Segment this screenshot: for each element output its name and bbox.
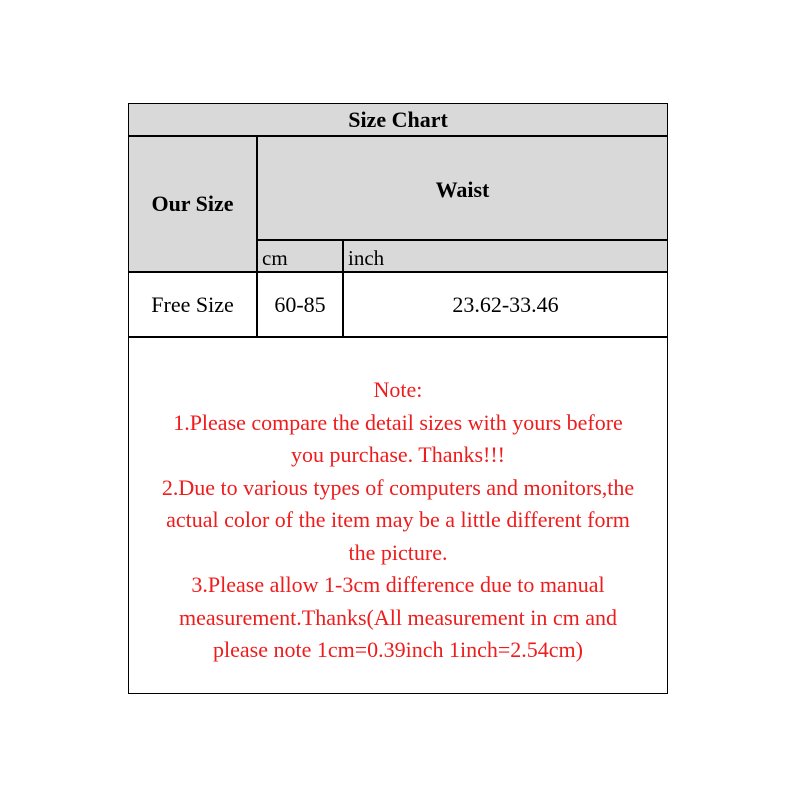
notes-heading: Note: <box>373 377 423 402</box>
row-size-value: Free Size <box>129 273 258 338</box>
notes-line: you purchase. Thanks!!! <box>290 442 506 467</box>
notes-line: actual color of the item may be a little different form <box>166 507 630 532</box>
size-chart-table <box>128 103 668 694</box>
notes-line: 1.Please compare the detail sizes with yours before <box>173 409 623 435</box>
notes-line: the picture. <box>348 539 448 565</box>
notes-line: 3.Please allow 1-3cm difference due to manual <box>191 572 605 597</box>
notes-line: 2.Due to various types of computers and monitors,the <box>161 474 635 500</box>
unit-cm-header: cm <box>258 241 344 273</box>
waist-header: Waist <box>258 137 667 241</box>
notes-line: measurement.Thanks(All measurement in cm and <box>178 604 618 630</box>
unit-inch-header: inch <box>344 241 667 273</box>
row-cm-value: 60-85 <box>258 273 344 338</box>
row-inch-value: 23.62-33.46 <box>344 273 667 338</box>
our-size-header: Our Size <box>129 137 258 273</box>
notes-line: please note 1cm=0.39inch 1inch=2.54cm) <box>213 637 583 662</box>
table-title: Size Chart <box>129 104 667 137</box>
notes-block <box>129 374 667 667</box>
